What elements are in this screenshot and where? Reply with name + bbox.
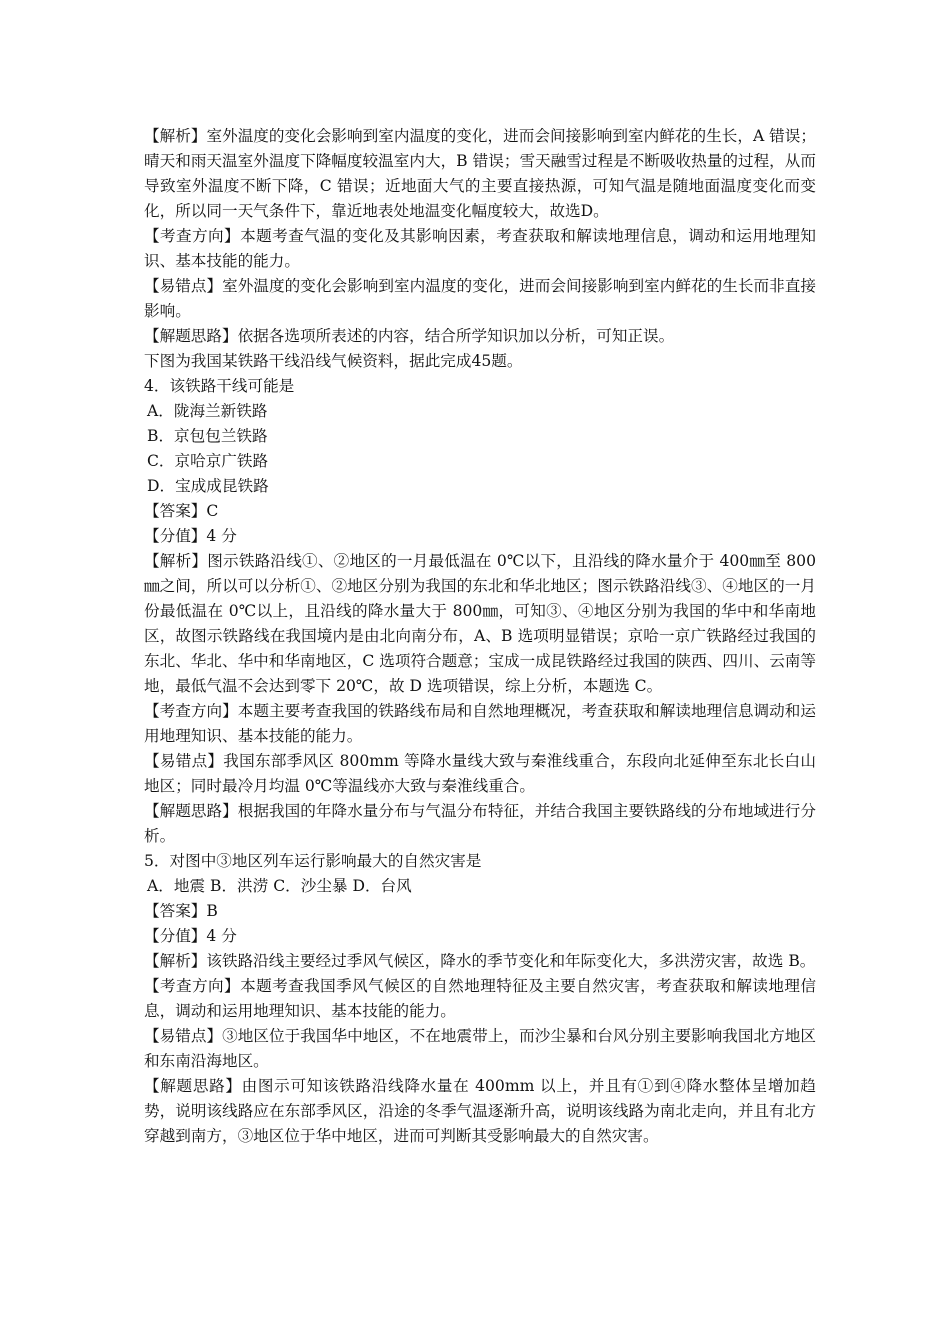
q5-analysis <box>144 949 816 974</box>
direction-text: 本题主要考查我国的铁路线布局和自然地理概况，考查获取和解读地理信息调动和运用地理知识、基本技能的能力。 <box>144 702 816 745</box>
direction-label: 【考查方向】 <box>144 702 238 720</box>
q3-approach <box>144 324 816 349</box>
score-label: 【分值】 <box>144 527 207 545</box>
pitfall-label: 【易错点】 <box>144 1027 223 1045</box>
direction-label: 【考查方向】 <box>144 977 241 995</box>
q4-option-b: B．京包包兰铁路 <box>147 427 268 445</box>
answer-text: B <box>206 902 218 920</box>
score-label: 【分值】 <box>144 927 207 945</box>
q4-option-a: A．陇海兰新铁路 <box>147 402 268 420</box>
analysis-text: 图示铁路沿线①、②地区的一月最低温在 0℃以下，且沿线的降水量介于 400㎜至 800㎜之间，所以可以分析①、②地区分别为我国的东北和华北地区；图示铁路沿线③、④地区的一月份最低温在 0℃以上，且沿线的降水量大于 800㎜，可知③、④地区分别为我国的华中和华南地区，故图示铁路线在我国境内是由北向南分布，A、B 选项明显错误；京哈一京广铁路经过我国的东北、华北、华中和华南地区，C 选项符合题意；宝成一成昆铁路经过我国的陕西、四川、云南等地，最低气温不会达到零下 20℃，故 D 选项错误，综上分析，本题选 C。 <box>144 552 816 695</box>
q5-answer <box>144 899 816 924</box>
q5-approach <box>144 1074 816 1149</box>
answer-label: 【答案】 <box>144 902 207 920</box>
pitfall-label: 【易错点】 <box>144 752 224 770</box>
document-page <box>144 124 816 1149</box>
analysis-text: 该铁路沿线主要经过季风气候区，降水的季节变化和年际变化大，多洪涝灾害，故选 B。 <box>206 952 816 970</box>
pitfall-text: 室外温度的变化会影响到室内温度的变化，进而会间接影响到室内鲜花的生长而非直接影响。 <box>144 277 816 320</box>
analysis-label: 【解析】 <box>144 552 208 570</box>
q3-pitfall <box>144 274 816 324</box>
analysis-label: 【解析】 <box>144 127 207 145</box>
q3-analysis <box>144 124 816 224</box>
approach-label: 【解题思路】 <box>144 327 238 345</box>
direction-label: 【考查方向】 <box>144 227 241 245</box>
q5-stem: 5．对图中③地区列车运行影响最大的自然灾害是 <box>144 852 482 870</box>
pitfall-label: 【易错点】 <box>144 277 223 295</box>
analysis-text: 室外温度的变化会影响到室内温度的变化，进而会间接影响到室内鲜花的生长，A 错误；晴天和雨天温室外温度下降幅度较温室内大，B 错误；雪天融雪过程是不断吸收热量的过程，从而导致室外温度不断下降，C 错误；近地面大气的主要直接热源，可知气温是随地面温度变化而变化，所以同一天气条件下，靠近地表处地温变化幅度较大，故选D。 <box>144 127 816 220</box>
q5-direction <box>144 974 816 1024</box>
pitfall-text: 我国东部季风区 800mm 等降水量线大致与秦淮线重合，东段向北延伸至东北长白山地区；同时最冷月均温 0℃等温线亦大致与秦淮线重合。 <box>144 752 816 795</box>
pitfall-text: ③地区位于我国华中地区，不在地震带上，而沙尘暴和台风分别主要影响我国北方地区和东南沿海地区。 <box>144 1027 816 1070</box>
approach-label: 【解题思路】 <box>144 1077 242 1095</box>
approach-text: 依据各选项所表述的内容，结合所学知识加以分析，可知正误。 <box>237 327 675 345</box>
q4-option-c: C．京哈京广铁路 <box>147 452 269 470</box>
approach-text: 由图示可知该铁路沿线降水量在 400mm 以上，并且有①到④降水整体呈增加趋势，说明该线路应在东部季风区，沿途的冬季气温逐渐升高，说明该线路为南北走向，并且有北方穿越到南方，③地区位于华中地区，进而可判断其受影响最大的自然灾害。 <box>144 1077 816 1145</box>
section-intro: 下图为我国某铁路干线沿线气候资料，据此完成45题。 <box>144 352 523 370</box>
q3-direction <box>144 224 816 274</box>
approach-text: 根据我国的年降水量分布与气温分布特征，并结合我国主要铁路线的分布地域进行分析。 <box>144 802 816 845</box>
approach-label: 【解题思路】 <box>144 802 238 820</box>
score-text: 4 分 <box>206 527 237 545</box>
q4-analysis <box>144 549 816 699</box>
direction-text: 本题考查气温的变化及其影响因素，考查获取和解读地理信息，调动和运用地理知识、基本技能的能力。 <box>144 227 816 270</box>
q4-answer <box>144 499 816 524</box>
answer-label: 【答案】 <box>144 502 207 520</box>
analysis-label: 【解析】 <box>144 952 207 970</box>
q5-options: A．地震 B．洪涝 C．沙尘暴 D．台风 <box>147 877 412 895</box>
q4-direction <box>144 699 816 749</box>
q5-pitfall <box>144 1024 816 1074</box>
answer-text: C <box>206 502 219 520</box>
q4-stem: 4．该铁路干线可能是 <box>144 377 295 395</box>
q5-score <box>144 924 816 949</box>
direction-text: 本题考查我国季风气候区的自然地理特征及主要自然灾害，考查获取和解读地理信息，调动和运用地理知识、基本技能的能力。 <box>144 977 816 1020</box>
score-text: 4 分 <box>206 927 237 945</box>
q4-score <box>144 524 816 549</box>
q4-approach <box>144 799 816 849</box>
q4-option-d: D．宝成成昆铁路 <box>147 477 269 495</box>
q4-pitfall <box>144 749 816 799</box>
